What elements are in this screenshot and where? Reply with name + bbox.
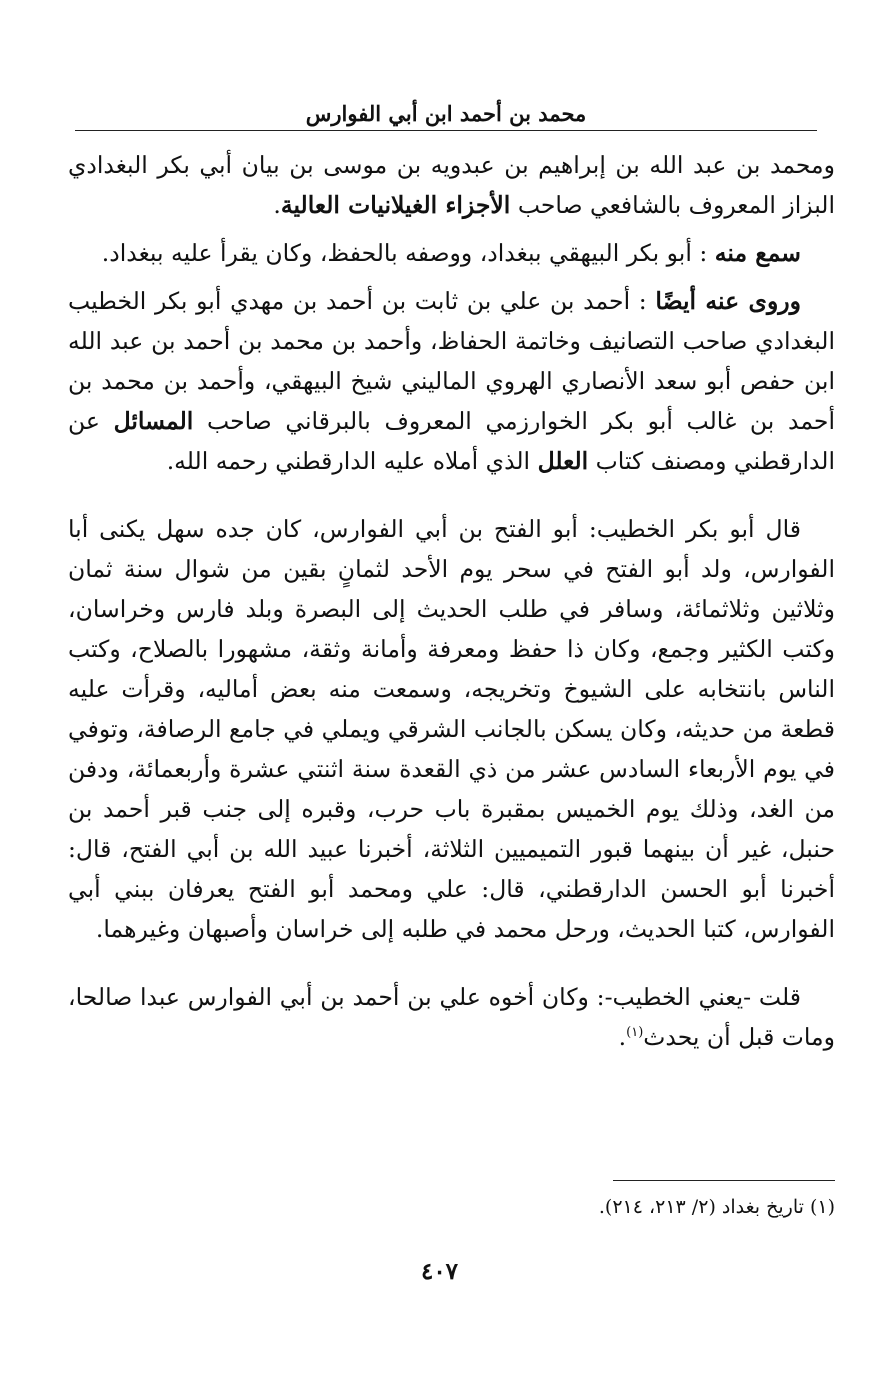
label-narrated-from: وروى عنه أيضًا (655, 287, 801, 315)
book-title-ghaylaniyat: الأجزاء الغيلانيات العالية (280, 191, 511, 219)
paragraph-narrated-from: وروى عنه أيضًا : أحمد بن علي بن ثابت بن أحمد بن مهدي أبو بكر الخطيب البغدادي صاحب التصانيف وخاتمة الحفاظ، وأحمد بن محمد بن أحمد بن عبد الله ابن حفص أبو سعد الأنصاري الهروي الماليني شيخ البيهقي، وأحمد بن محمد بن أحمد بن غالب أبو بكر الخوارزمي المعروف بالبرقاني صاحب المسائل عن الدارقطني ومصنف كتاب العلل الذي أملاه عليه الدارقطني رحمه الله. (68, 287, 835, 475)
paragraph-heard-from: سمع منه : أبو بكر البيهقي ببغداد، ووصفه بالحفظ، وكان يقرأ عليه ببغداد. (101, 239, 801, 267)
footnote-separator (613, 1180, 835, 1181)
footnote-1: (١) تاريخ بغداد (٢/ ٢١٣، ٢١٤). (598, 1196, 835, 1218)
page-number: ٤٠٧ (420, 1258, 459, 1285)
book-title-ilal: العلل (537, 447, 589, 475)
paragraph-khatib-quote: قال أبو بكر الخطيب: أبو الفتح بن أبي الفوارس، كان جده سهل يكنى أبا الفوارس، ولد أبو الفتح في سحر يوم الأحد لثمانٍ بقين من شوال سنة ثمان وثلاثين وثلاثمائة، وسافر في طلب الحديث إلى البصرة وبلد فارس وخراسان، وكتب الكثير وجمع، وكان ذا حفظ ومعرفة وأمانة وثقة، مشهورا بالصلاح، وكتب الناس بانتخابه على الشيوخ وتخريجه، وسمعت منه بعض أماليه، وقرأت عليه قطعة من حديثه، وكان يسكن بالجانب الشرقي ويملي في جامع الرصافة، وتوفي في يوم الأربعاء السادس عشر من ذي القعدة سنة اثنتي عشرة وأربعمائة، ودفن من الغد، وذلك يوم الخميس بمقبرة باب حرب، وقبره إلى جنب قبر أحمد بن حنبل، غير أن بينهما قبور التميميين الثلاثة، أخبرنا عبيد الله بن أبي الفتح، قال: أخبرنا أبو الحسن الدارقطني، قال: علي ومحمد أبو الفتح يعرفان ببني أبي الفوارس، كتبا الحديث، ورحل محمد في طلبه إلى خراسان وأصبهان وغيرهما. (68, 515, 835, 943)
book-title-masail: المسائل (113, 407, 194, 435)
paragraph-lineage: ومحمد بن عبد الله بن إبراهيم بن عبدويه بن موسى بن بيان أبي بكر البغدادي البزاز المعروف بالشافعي صاحب الأجزاء الغيلانيات العالية. (68, 151, 835, 219)
main-text (68, 145, 835, 1057)
paragraph-author-note: قلت -يعني الخطيب-: وكان أخوه علي بن أحمد بن أبي الفوارس عبدا صالحا، ومات قبل أن يحدث$^{(١)}$. (68, 983, 835, 1051)
running-header: محمد بن أحمد ابن أبي الفوارس (305, 101, 587, 126)
label-heard-from: سمع منه (714, 239, 801, 267)
header-rule (75, 130, 817, 131)
footnote-reference[interactable]: (١) (626, 1025, 644, 1041)
